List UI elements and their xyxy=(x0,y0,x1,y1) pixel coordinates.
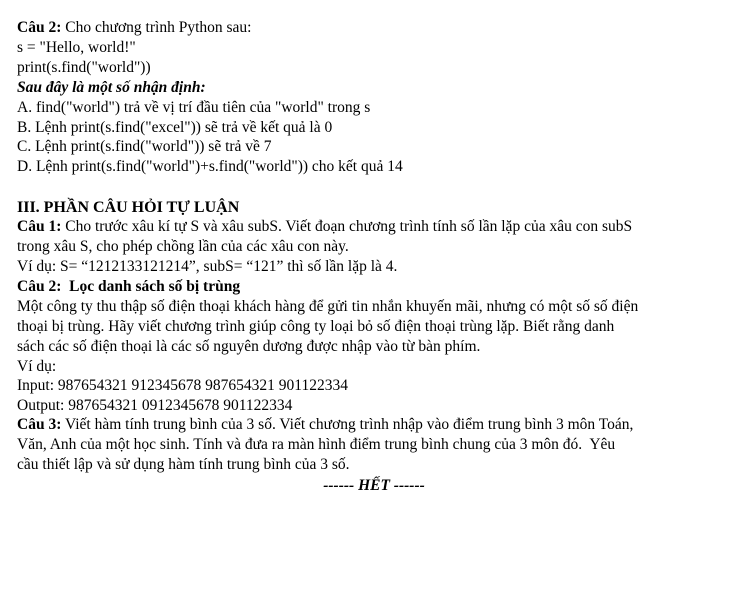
option-d: D. Lệnh print(s.find("world")+s.find("world")) cho kết quả 14 xyxy=(17,158,403,175)
essay-q1-label: Câu 1: xyxy=(17,218,62,235)
essay-q2-line2: thoại bị trùng. Hãy viết chương trình giúp công ty loại bỏ số điện thoại trùng lặp. Biết rằng danh xyxy=(17,318,615,335)
option-a: A. find("world") trả về vị trí đầu tiên của "world" trong s xyxy=(17,99,371,116)
essay-q1-line2: trong xâu S, cho phép chồng lần của các xâu con này. xyxy=(17,238,349,255)
essay-q1-line1 xyxy=(17,217,632,236)
essay-q3-text: Viết hàm tính trung bình của 3 số. Viết chương trình nhập vào điểm trung bình 3 môn Toán, xyxy=(61,416,634,433)
code-line-2: print(s.find("world")) xyxy=(17,59,151,76)
essay-q3-line2: Văn, Anh của một học sinh. Tính và đưa ra màn hình điểm trung bình chung của 3 môn đó. Yêu xyxy=(17,436,616,453)
essay-q1-text: Cho trước xâu kí tự S và xâu subS. Viết đoạn chương trình tính số lần lặp của xâu con subS xyxy=(61,218,633,235)
essay-q2-example-label: Ví dụ: xyxy=(17,358,57,375)
q2-python-label: Câu 2: xyxy=(17,19,62,36)
essay-q3-line3: cầu thiết lập và sử dụng hàm tính trung bình của 3 số. xyxy=(17,456,350,473)
section-title: III. PHẦN CÂU HỎI TỰ LUẬN xyxy=(17,199,240,216)
essay-q2-output: Output: 987654321 0912345678 901122334 xyxy=(17,397,293,414)
q2-python-line xyxy=(17,18,251,37)
essay-q3-label: Câu 3: xyxy=(17,416,62,433)
q2-python-text: Cho chương trình Python sau: xyxy=(61,19,252,36)
end-marker: ------ HẾT ------ xyxy=(323,477,425,494)
essay-q2-title: Lọc danh sách số bị trùng xyxy=(61,278,241,295)
option-b: B. Lệnh print(s.find("excel")) sẽ trả về kết quả là 0 xyxy=(17,119,333,136)
statements-heading: Sau đây là một số nhận định: xyxy=(17,79,206,96)
essay-q3-line1 xyxy=(17,415,633,434)
code-line-1: s = "Hello, world!" xyxy=(17,39,136,56)
essay-q2-line3: sách các số điện thoại là các số nguyên dương được nhập vào từ bàn phím. xyxy=(17,338,481,355)
essay-q2-input: Input: 987654321 912345678 987654321 901122334 xyxy=(17,377,348,394)
option-c: C. Lệnh print(s.find("world")) sẽ trả về 7 xyxy=(17,138,272,155)
essay-q2-label: Câu 2: xyxy=(17,278,62,295)
essay-q2-line1: Một công ty thu thập số điện thoại khách hàng để gửi tin nhắn khuyến mãi, nhưng có một số số điện xyxy=(17,298,639,315)
essay-q1-example: Ví dụ: S= “1212133121214”, subS= “121” thì số lần lặp là 4. xyxy=(17,258,398,275)
essay-q2-heading xyxy=(17,277,240,296)
